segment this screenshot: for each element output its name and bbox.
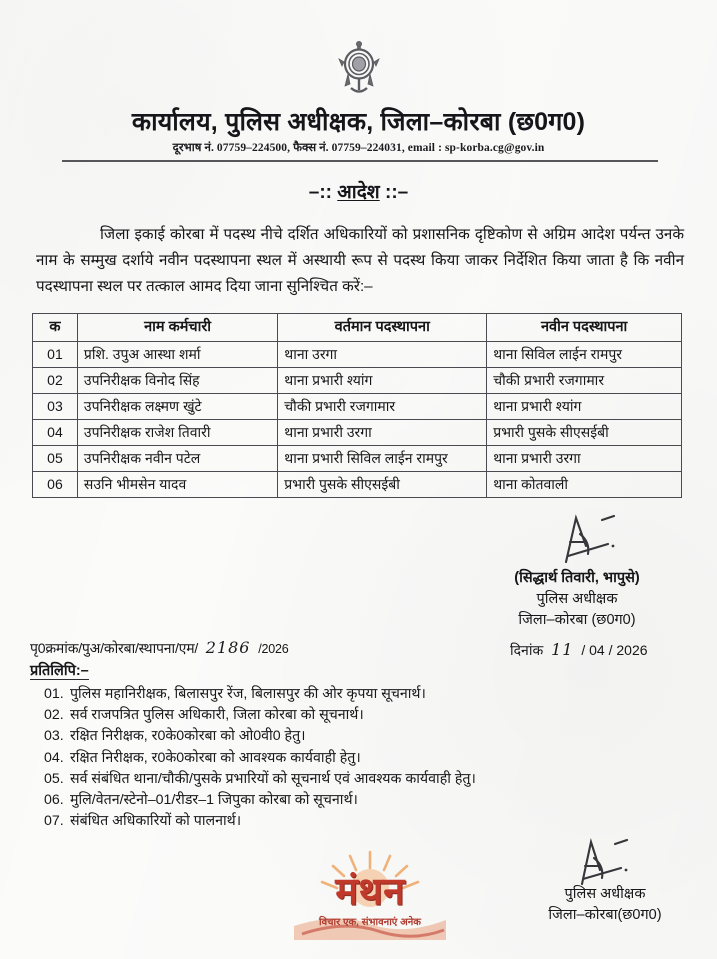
list-item-text: रक्षित निरीक्षक, र0के0कोरबा को आवश्यक कार्यवाही हेतु। — [70, 749, 361, 766]
list-item-number: 04. — [44, 749, 64, 766]
cell-current: चौकी प्रभारी रजगामार — [278, 394, 487, 420]
list-item — [44, 684, 674, 705]
signature-block-lower — [500, 884, 710, 926]
date-label: दिनांक — [510, 642, 544, 658]
list-item-number: 01. — [44, 686, 64, 702]
logo-wordmark: मंथन — [335, 871, 405, 913]
manthan-logo — [288, 848, 452, 940]
logo-tagline: विचार एक, संभावनाएं अनेक — [319, 917, 421, 928]
list-item-number: 05. — [44, 770, 64, 787]
cell-new: प्रभारी पुसके सीएसईबी — [487, 420, 682, 446]
list-item — [44, 726, 674, 747]
reference-prefix: पृ0क्रमांक/पुअ/कोरबा/स्थापना/एम/ — [30, 640, 199, 656]
order-heading-word: आदेश — [337, 182, 380, 203]
signatory-name: (सिद्धार्थ तिवारी, भापुसे) — [514, 570, 640, 586]
table-body — [33, 342, 682, 498]
signatory-district: जिला–कोरबा(छ0ग0) — [548, 907, 662, 923]
order-heading-right-ornament: ::– — [385, 182, 409, 203]
table-header-row — [33, 314, 682, 342]
cell-name: उपनिरीक्षक लक्ष्मण खुंटे — [77, 394, 277, 420]
cell-new: थाना प्रभारी उरगा — [487, 446, 682, 472]
header-divider — [62, 160, 658, 162]
list-item-text: सर्व राजपत्रित पुलिस अधिकारी, जिला कोरबा को सूचनार्थ। — [70, 707, 364, 724]
cell-current: थाना प्रभारी श्यांग — [278, 368, 487, 394]
list-item — [44, 748, 674, 769]
cell-serial: 05 — [33, 446, 78, 472]
table-row — [33, 420, 682, 446]
cell-name: उपनिरीक्षक विनोद सिंह — [77, 368, 277, 394]
reference-number-line — [30, 638, 288, 658]
reference-year: /2026 — [258, 642, 289, 656]
table-row — [33, 394, 682, 420]
list-item-number: 06. — [44, 792, 64, 809]
list-item-text: मुलि/वेतन/स्टेनो–01/रीडर–1 जिपुका कोरबा को सूचनार्थ। — [70, 792, 358, 809]
date-day: 11 — [551, 640, 574, 659]
cell-new: थाना कोतवाली — [487, 472, 682, 498]
order-heading-left-ornament: –:: — [308, 182, 332, 203]
signatory-designation: पुलिस अधीक्षक — [564, 886, 646, 902]
office-title: कार्यालय, पुलिस अधीक्षक, जिला–कोरबा (छ0ग0) — [131, 108, 586, 136]
copy-list — [44, 684, 674, 832]
police-emblem-icon — [336, 38, 382, 96]
cell-serial: 03 — [33, 394, 78, 420]
list-item — [44, 705, 674, 726]
reference-number: 2186 — [205, 638, 251, 657]
list-item-number: 02. — [44, 707, 64, 724]
signatory-district: जिला–कोरबा (छ0ग0) — [518, 612, 636, 628]
copy-list-label-text: प्रतिलिपि:– — [30, 663, 89, 679]
date-rest: / 04 / 2026 — [581, 642, 648, 658]
column-header-current: वर्तमान पदस्थापना — [278, 314, 487, 342]
date-line — [510, 640, 648, 660]
cell-new: थाना प्रभारी श्यांग — [487, 394, 682, 420]
cell-new: थाना सिविल लाईन रामपुर — [487, 342, 682, 368]
cell-current: थाना प्रभारी सिविल लाईन रामपुर — [278, 446, 487, 472]
cell-serial: 04 — [33, 420, 78, 446]
list-item-text: रक्षित निरीक्षक, र0के0कोरबा को ओ0वी0 हेतु। — [70, 728, 306, 745]
transfer-table — [32, 313, 682, 498]
cell-name: सउनि भीमसेन यादव — [77, 472, 277, 498]
cell-serial: 06 — [33, 472, 78, 498]
emblem-container — [0, 38, 717, 101]
table-row — [33, 446, 682, 472]
cell-name: उपनिरीक्षक नवीन पटेल — [77, 446, 277, 472]
list-item — [44, 769, 674, 790]
order-body-paragraph: जिला इकाई कोरबा में पदस्थ नीचे दर्शित अधिकारियों को प्रशासनिक दृष्टिकोण से अग्रिम आदेश पर्यन्त उनके नाम के सम्मुख दर्शाये नवीन पदस्थापना स्थल में अस्थायी रूप से पदस्थ किया जाकर निर्देशित किया जाता है कि नवीन पदस्थापना स्थल पर तत्काल आमद दिया जाना सुनिश्चित करें:– — [36, 226, 684, 295]
column-header-serial: क — [33, 314, 78, 342]
cell-current: थाना प्रभारी उरगा — [278, 420, 487, 446]
cell-serial: 01 — [33, 342, 78, 368]
cell-current: थाना उरगा — [278, 342, 487, 368]
list-item-text: सर्व संबंधित थाना/चौकी/पुसके प्रभारियों को सूचनार्थ एवं आवश्यक कार्यवाही हेतु। — [70, 770, 476, 787]
list-item — [44, 790, 674, 811]
signature-scribble-icon — [572, 838, 642, 890]
cell-name: उपनिरीक्षक राजेश तिवारी — [77, 420, 277, 446]
column-header-new: नवीन पदस्थापना — [487, 314, 682, 342]
cell-name: प्रशि. उपुअ आस्था शर्मा — [77, 342, 277, 368]
signatory-designation: पुलिस अधीक्षक — [536, 591, 618, 607]
list-item-text: पुलिस महानिरीक्षक, बिलासपुर रेंज, बिलासपुर की ओर कृपया सूचनार्थ। — [70, 686, 426, 702]
contact-line: दूरभाष नं. 07759–224500, फैक्स नं. 07759–224031, email : sp-korba.cg@gov.in — [172, 142, 545, 154]
list-item-number: 03. — [44, 728, 64, 745]
table-row — [33, 368, 682, 394]
signature-block-upper — [452, 568, 702, 631]
table-row — [33, 472, 682, 498]
cell-new: चौकी प्रभारी रजगामार — [487, 368, 682, 394]
column-header-name: नाम कर्मचारी — [77, 314, 277, 342]
table-header — [33, 314, 682, 342]
copy-list-label — [30, 660, 89, 680]
signature-scribble-icon — [556, 512, 630, 568]
list-item — [44, 811, 674, 832]
list-item-text: संबंधित अधिकारियों को पालनार्थ। — [70, 813, 242, 830]
order-heading — [0, 178, 717, 204]
list-item-number: 07. — [44, 813, 64, 830]
cell-current: प्रभारी पुसके सीएसईबी — [278, 472, 487, 498]
table-row — [33, 342, 682, 368]
cell-serial: 02 — [33, 368, 78, 394]
